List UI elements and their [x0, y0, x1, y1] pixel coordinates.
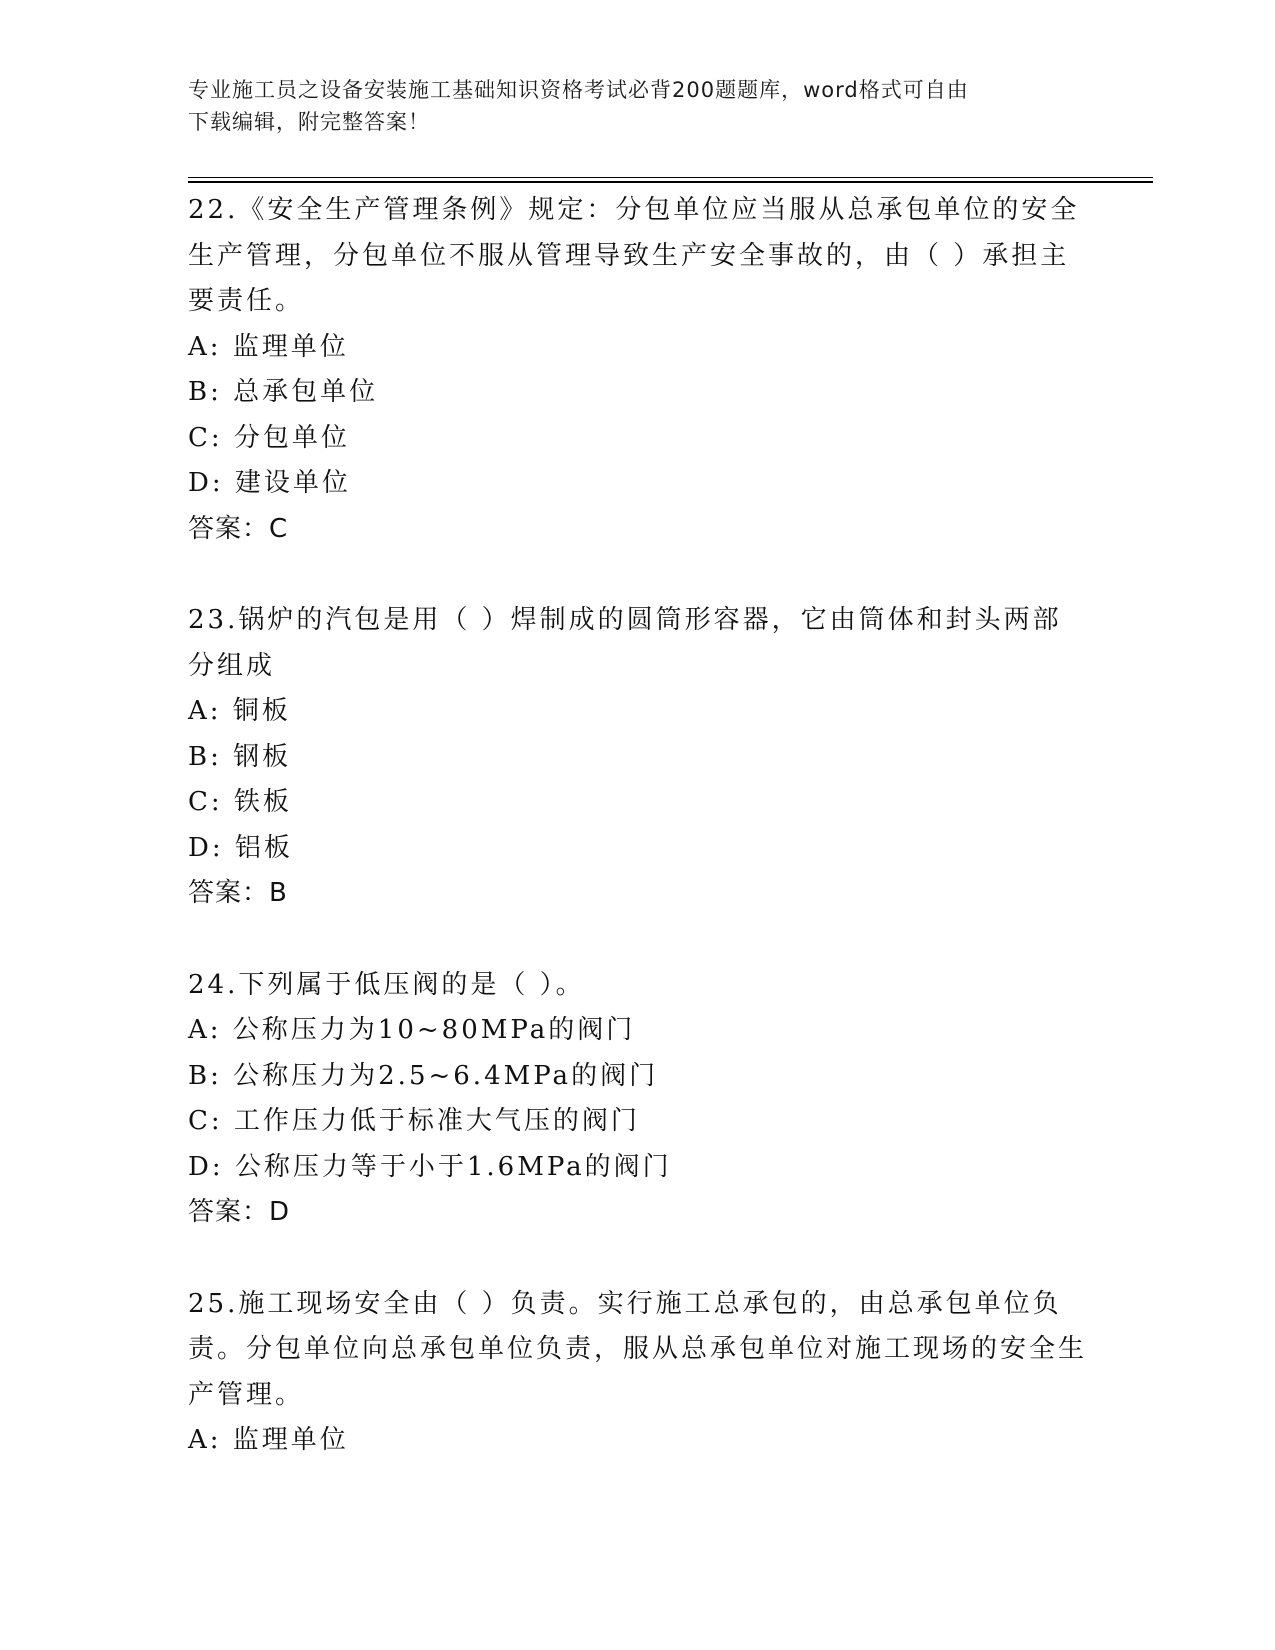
answer: 答案：C — [188, 513, 289, 544]
option-b: B: 公称压力为2.5~6.4MPa的阀门 — [188, 1060, 659, 1091]
header-divider-thick — [188, 181, 1153, 183]
option-c: C: 工作压力低于标准大气压的阀门 — [188, 1106, 640, 1136]
question-25 — [188, 1282, 1088, 1464]
option-d: D: 铝板 — [188, 832, 293, 863]
header-title-line-1: 专业施工员之设备安装施工基础知识资格考试必背200题题库，word格式可自由 — [188, 78, 969, 102]
option-a: A: 监理单位 — [188, 331, 349, 362]
question-stem: 24.下列属于低压阀的是（ ）。 — [188, 969, 585, 1000]
option-d: D: 建设单位 — [188, 468, 351, 498]
option-a: A: 公称压力为10~80MPa的阀门 — [188, 1015, 636, 1045]
option-d: D: 公称压力等于小于1.6MPa的阀门 — [188, 1151, 672, 1182]
option-a: A: 监理单位 — [188, 1425, 349, 1455]
answer: 答案：D — [188, 1197, 291, 1227]
question-stem: 25.施工现场安全由（ ）负责。实行施工总承包的，由总承包单位负责。分包单位向总承包单位负责，服从总承包单位对施工现场的安全生产管理。 — [188, 1288, 1088, 1410]
header-divider-thin — [188, 177, 1153, 178]
question-list — [188, 188, 1088, 1510]
question-23 — [188, 598, 1088, 917]
option-c: C: 分包单位 — [188, 422, 350, 453]
question-22 — [188, 188, 1088, 552]
option-c: C: 铁板 — [188, 787, 292, 817]
option-b: B: 钢板 — [188, 741, 292, 772]
document-header — [188, 74, 1068, 138]
question-stem: 22.《安全生产管理条例》规定：分包单位应当服从总承包单位的安全生产管理，分包单位不服从管理导致生产安全事故的，由（ ）承担主要责任。 — [188, 195, 1080, 316]
question-24 — [188, 963, 1088, 1236]
option-a: A: 铜板 — [188, 696, 291, 726]
question-stem: 23.锅炉的汽包是用（ ）焊制成的圆筒形容器，它由筒体和封头两部分组成 — [188, 605, 1062, 681]
header-title-line-2: 下载编辑，附完整答案！ — [188, 110, 430, 134]
answer: 答案：B — [188, 878, 288, 908]
option-b: B: 总承包单位 — [188, 377, 379, 407]
